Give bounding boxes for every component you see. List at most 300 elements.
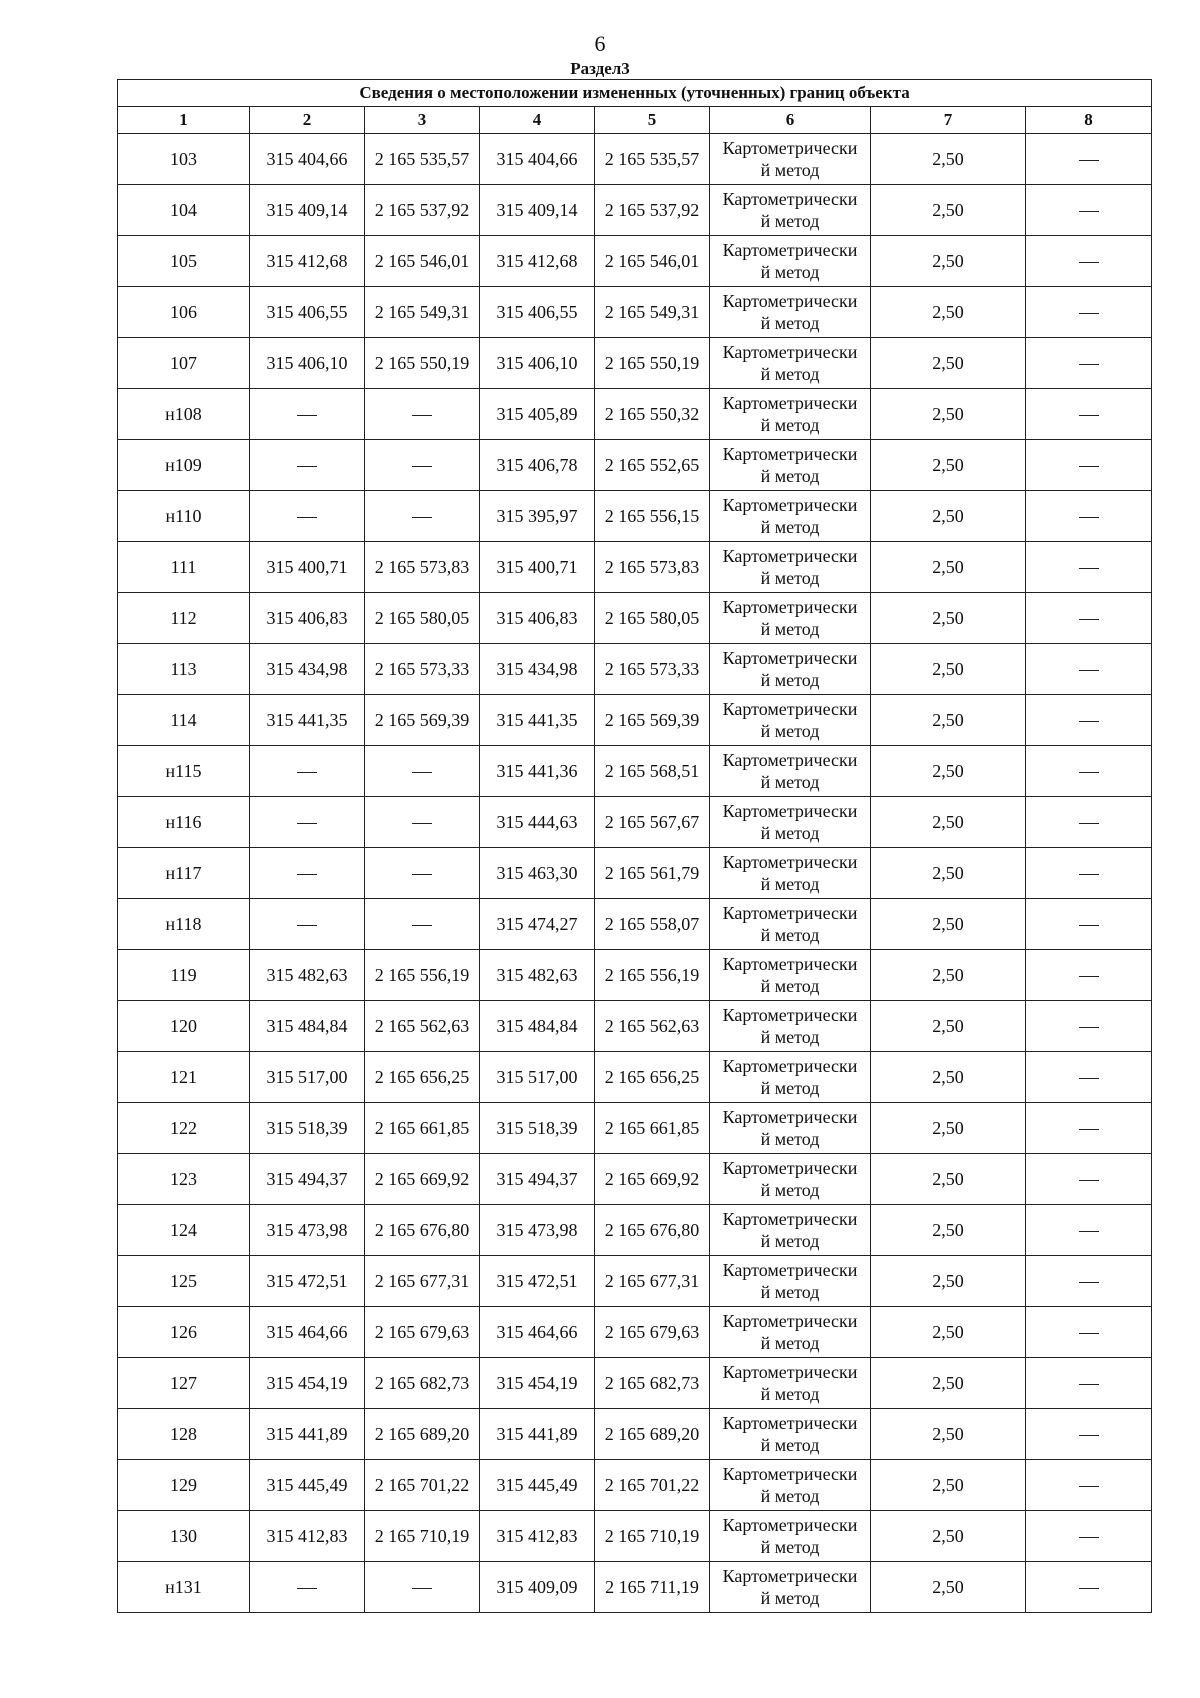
cell-method xyxy=(710,1205,871,1256)
cell-y-old: 2 165 573,33 xyxy=(365,644,480,695)
table-row xyxy=(118,134,1152,185)
cell-y-new: 2 165 562,63 xyxy=(595,1001,710,1052)
cell-precision: 2,50 xyxy=(871,746,1026,797)
cell-method xyxy=(710,287,871,338)
cell-description xyxy=(1026,338,1152,389)
cell-precision: 2,50 xyxy=(871,236,1026,287)
method-line-2: й метод xyxy=(760,517,820,537)
cell-precision: 2,50 xyxy=(871,1358,1026,1409)
cell-y-new: 2 165 556,15 xyxy=(595,491,710,542)
method-line-1: Картометрически xyxy=(722,1260,858,1280)
cell-precision: 2,50 xyxy=(871,1001,1026,1052)
cell-description xyxy=(1026,1001,1152,1052)
method-line-2: й метод xyxy=(760,925,820,945)
cell-y-old: 2 165 546,01 xyxy=(365,236,480,287)
method-line-1: Картометрически xyxy=(722,138,858,158)
method-line-1: Картометрически xyxy=(722,801,858,821)
cell-precision: 2,50 xyxy=(871,1409,1026,1460)
method-line-2: й метод xyxy=(760,1129,820,1149)
cell-method xyxy=(710,644,871,695)
cell-y-old: 2 165 535,57 xyxy=(365,134,480,185)
cell-precision: 2,50 xyxy=(871,491,1026,542)
cell-method xyxy=(710,1103,871,1154)
method-line-1: Картометрически xyxy=(722,1005,858,1025)
cell-precision: 2,50 xyxy=(871,287,1026,338)
method-line-1: Картометрически xyxy=(722,291,858,311)
empty-dash xyxy=(412,925,432,926)
cell-description xyxy=(1026,593,1152,644)
cell-y-old xyxy=(365,848,480,899)
cell-y-old: 2 165 661,85 xyxy=(365,1103,480,1154)
method-line-1: Картометрически xyxy=(722,1209,858,1229)
cell-point: 129 xyxy=(118,1460,250,1511)
column-number: 6 xyxy=(710,107,871,134)
cell-x-new: 315 474,27 xyxy=(480,899,595,950)
method-line-2: й метод xyxy=(760,160,820,180)
cell-x-old xyxy=(250,899,365,950)
cell-x-new: 315 494,37 xyxy=(480,1154,595,1205)
empty-dash xyxy=(412,772,432,773)
cell-point: 104 xyxy=(118,185,250,236)
method-line-1: Картометрически xyxy=(722,903,858,923)
cell-y-new: 2 165 701,22 xyxy=(595,1460,710,1511)
cell-y-new: 2 165 710,19 xyxy=(595,1511,710,1562)
cell-precision: 2,50 xyxy=(871,1052,1026,1103)
method-line-2: й метод xyxy=(760,1384,820,1404)
cell-y-new: 2 165 552,65 xyxy=(595,440,710,491)
cell-precision: 2,50 xyxy=(871,899,1026,950)
empty-dash xyxy=(1079,721,1099,722)
method-line-1: Картометрически xyxy=(722,750,858,770)
cell-method xyxy=(710,1052,871,1103)
method-line-2: й метод xyxy=(760,1333,820,1353)
cell-method xyxy=(710,440,871,491)
empty-dash xyxy=(1079,262,1099,263)
cell-point: н118 xyxy=(118,899,250,950)
empty-dash xyxy=(1079,1537,1099,1538)
cell-method xyxy=(710,542,871,593)
table-row xyxy=(118,236,1152,287)
cell-y-old: 2 165 562,63 xyxy=(365,1001,480,1052)
cell-point: 126 xyxy=(118,1307,250,1358)
cell-point: 127 xyxy=(118,1358,250,1409)
column-number: 8 xyxy=(1026,107,1152,134)
cell-x-old: 315 406,83 xyxy=(250,593,365,644)
cell-x-new: 315 406,83 xyxy=(480,593,595,644)
empty-dash xyxy=(1079,466,1099,467)
cell-description xyxy=(1026,236,1152,287)
cell-y-old: 2 165 679,63 xyxy=(365,1307,480,1358)
cell-point: 105 xyxy=(118,236,250,287)
empty-dash xyxy=(1079,823,1099,824)
cell-y-new: 2 165 567,67 xyxy=(595,797,710,848)
cell-method xyxy=(710,593,871,644)
cell-precision: 2,50 xyxy=(871,797,1026,848)
table-row xyxy=(118,1460,1152,1511)
cell-y-new: 2 165 580,05 xyxy=(595,593,710,644)
cell-precision: 2,50 xyxy=(871,1307,1026,1358)
empty-dash xyxy=(1079,1435,1099,1436)
cell-precision: 2,50 xyxy=(871,644,1026,695)
method-line-1: Картометрически xyxy=(722,1362,858,1382)
method-line-1: Картометрически xyxy=(722,1515,858,1535)
table-body xyxy=(118,134,1152,1613)
cell-y-old: 2 165 710,19 xyxy=(365,1511,480,1562)
cell-description xyxy=(1026,1052,1152,1103)
table-row xyxy=(118,1511,1152,1562)
method-line-2: й метод xyxy=(760,619,820,639)
cell-method xyxy=(710,1562,871,1613)
cell-x-old: 315 473,98 xyxy=(250,1205,365,1256)
cell-description xyxy=(1026,1460,1152,1511)
empty-dash xyxy=(297,415,317,416)
cell-description xyxy=(1026,644,1152,695)
table-row xyxy=(118,746,1152,797)
empty-dash xyxy=(297,925,317,926)
section-title: Раздел3 xyxy=(570,59,630,78)
empty-dash xyxy=(1079,1282,1099,1283)
empty-dash xyxy=(1079,211,1099,212)
table-row xyxy=(118,338,1152,389)
cell-precision: 2,50 xyxy=(871,695,1026,746)
method-line-1: Картометрически xyxy=(722,240,858,260)
cell-method xyxy=(710,746,871,797)
method-line-2: й метод xyxy=(760,211,820,231)
table-row xyxy=(118,1001,1152,1052)
cell-description xyxy=(1026,899,1152,950)
cell-point: 120 xyxy=(118,1001,250,1052)
cell-x-old xyxy=(250,389,365,440)
cell-x-new: 315 412,83 xyxy=(480,1511,595,1562)
cell-x-new: 315 518,39 xyxy=(480,1103,595,1154)
method-line-2: й метод xyxy=(760,1537,820,1557)
cell-precision: 2,50 xyxy=(871,593,1026,644)
cell-method xyxy=(710,1511,871,1562)
table-row xyxy=(118,1358,1152,1409)
cell-y-new: 2 165 568,51 xyxy=(595,746,710,797)
cell-description xyxy=(1026,1154,1152,1205)
cell-x-new: 315 404,66 xyxy=(480,134,595,185)
cell-method xyxy=(710,1154,871,1205)
cell-method xyxy=(710,236,871,287)
cell-x-new: 315 412,68 xyxy=(480,236,595,287)
method-line-2: й метод xyxy=(760,364,820,384)
empty-dash xyxy=(297,517,317,518)
cell-method xyxy=(710,848,871,899)
column-number: 3 xyxy=(365,107,480,134)
empty-dash xyxy=(1079,313,1099,314)
cell-description xyxy=(1026,1409,1152,1460)
empty-dash xyxy=(1079,160,1099,161)
column-number: 4 xyxy=(480,107,595,134)
cell-method xyxy=(710,1307,871,1358)
cell-y-new: 2 165 711,19 xyxy=(595,1562,710,1613)
cell-y-new: 2 165 535,57 xyxy=(595,134,710,185)
cell-point: 121 xyxy=(118,1052,250,1103)
cell-description xyxy=(1026,1511,1152,1562)
cell-point: н117 xyxy=(118,848,250,899)
method-line-1: Картометрически xyxy=(722,954,858,974)
cell-point: 125 xyxy=(118,1256,250,1307)
cell-point: 113 xyxy=(118,644,250,695)
cell-precision: 2,50 xyxy=(871,1562,1026,1613)
cell-x-old: 315 412,68 xyxy=(250,236,365,287)
method-line-2: й метод xyxy=(760,670,820,690)
cell-x-old: 315 406,10 xyxy=(250,338,365,389)
cell-x-old: 315 494,37 xyxy=(250,1154,365,1205)
cell-x-old: 315 434,98 xyxy=(250,644,365,695)
cell-precision: 2,50 xyxy=(871,848,1026,899)
cell-precision: 2,50 xyxy=(871,950,1026,1001)
empty-dash xyxy=(297,466,317,467)
table-row xyxy=(118,1307,1152,1358)
cell-x-new: 315 405,89 xyxy=(480,389,595,440)
cell-description xyxy=(1026,1562,1152,1613)
cell-x-new: 315 473,98 xyxy=(480,1205,595,1256)
empty-dash xyxy=(412,517,432,518)
method-line-1: Картометрически xyxy=(722,1056,858,1076)
cell-description xyxy=(1026,746,1152,797)
method-line-1: Картометрически xyxy=(722,546,858,566)
empty-dash xyxy=(1079,1486,1099,1487)
cell-y-old xyxy=(365,1562,480,1613)
cell-y-new: 2 165 558,07 xyxy=(595,899,710,950)
cell-x-old: 315 445,49 xyxy=(250,1460,365,1511)
empty-dash xyxy=(1079,772,1099,773)
method-line-1: Картометрически xyxy=(722,1413,858,1433)
method-line-2: й метод xyxy=(760,313,820,333)
cell-x-old xyxy=(250,848,365,899)
table-row xyxy=(118,389,1152,440)
cell-x-old: 315 441,89 xyxy=(250,1409,365,1460)
method-line-1: Картометрически xyxy=(722,1107,858,1127)
table-row xyxy=(118,848,1152,899)
empty-dash xyxy=(412,466,432,467)
cell-x-new: 315 406,10 xyxy=(480,338,595,389)
cell-precision: 2,50 xyxy=(871,389,1026,440)
cell-precision: 2,50 xyxy=(871,1511,1026,1562)
cell-point: н108 xyxy=(118,389,250,440)
cell-point: н110 xyxy=(118,491,250,542)
cell-point: 111 xyxy=(118,542,250,593)
cell-point: н109 xyxy=(118,440,250,491)
cell-x-old: 315 454,19 xyxy=(250,1358,365,1409)
cell-y-old xyxy=(365,746,480,797)
cell-y-new: 2 165 677,31 xyxy=(595,1256,710,1307)
cell-description xyxy=(1026,287,1152,338)
cell-y-new: 2 165 546,01 xyxy=(595,236,710,287)
cell-precision: 2,50 xyxy=(871,542,1026,593)
empty-dash xyxy=(1079,1231,1099,1232)
empty-dash xyxy=(1079,1027,1099,1028)
empty-dash xyxy=(1079,1129,1099,1130)
cell-y-old xyxy=(365,440,480,491)
method-line-1: Картометрически xyxy=(722,1464,858,1484)
cell-x-old xyxy=(250,797,365,848)
cell-y-old: 2 165 556,19 xyxy=(365,950,480,1001)
table-row xyxy=(118,1052,1152,1103)
cell-y-old: 2 165 677,31 xyxy=(365,1256,480,1307)
cell-precision: 2,50 xyxy=(871,1460,1026,1511)
cell-x-new: 315 441,89 xyxy=(480,1409,595,1460)
cell-y-new: 2 165 682,73 xyxy=(595,1358,710,1409)
method-line-2: й метод xyxy=(760,1078,820,1098)
cell-x-new: 315 454,19 xyxy=(480,1358,595,1409)
cell-y-new: 2 165 679,63 xyxy=(595,1307,710,1358)
method-line-1: Картометрически xyxy=(722,648,858,668)
empty-dash xyxy=(1079,670,1099,671)
cell-description xyxy=(1026,1307,1152,1358)
table-caption: Сведения о местоположении измененных (уточненных) границ объекта xyxy=(118,80,1152,107)
cell-point: 124 xyxy=(118,1205,250,1256)
method-line-2: й метод xyxy=(760,262,820,282)
table-row xyxy=(118,899,1152,950)
empty-dash xyxy=(1079,976,1099,977)
cell-x-old: 315 517,00 xyxy=(250,1052,365,1103)
cell-description xyxy=(1026,491,1152,542)
empty-dash xyxy=(1079,1078,1099,1079)
cell-y-new: 2 165 549,31 xyxy=(595,287,710,338)
method-line-2: й метод xyxy=(760,823,820,843)
table-row xyxy=(118,1103,1152,1154)
cell-method xyxy=(710,1358,871,1409)
cell-method xyxy=(710,797,871,848)
cell-x-old: 315 404,66 xyxy=(250,134,365,185)
cell-description xyxy=(1026,134,1152,185)
column-number: 2 xyxy=(250,107,365,134)
cell-x-new: 315 463,30 xyxy=(480,848,595,899)
empty-dash xyxy=(297,874,317,875)
column-number: 5 xyxy=(595,107,710,134)
cell-y-old xyxy=(365,797,480,848)
method-line-1: Картометрически xyxy=(722,189,858,209)
method-line-2: й метод xyxy=(760,1588,820,1608)
empty-dash xyxy=(1079,619,1099,620)
cell-description xyxy=(1026,695,1152,746)
cell-y-old xyxy=(365,389,480,440)
cell-y-new: 2 165 661,85 xyxy=(595,1103,710,1154)
table-row xyxy=(118,644,1152,695)
cell-description xyxy=(1026,389,1152,440)
cell-description xyxy=(1026,1256,1152,1307)
method-line-2: й метод xyxy=(760,1282,820,1302)
cell-x-new: 315 482,63 xyxy=(480,950,595,1001)
cell-x-new: 315 434,98 xyxy=(480,644,595,695)
method-line-2: й метод xyxy=(760,874,820,894)
method-line-2: й метод xyxy=(760,1486,820,1506)
cell-point: 106 xyxy=(118,287,250,338)
cell-description xyxy=(1026,1103,1152,1154)
cell-x-old xyxy=(250,1562,365,1613)
cell-x-new: 315 464,66 xyxy=(480,1307,595,1358)
cell-x-old: 315 400,71 xyxy=(250,542,365,593)
cell-description xyxy=(1026,1205,1152,1256)
cell-y-old: 2 165 573,83 xyxy=(365,542,480,593)
cell-y-new: 2 165 569,39 xyxy=(595,695,710,746)
page-number: 6 xyxy=(594,31,606,56)
cell-point: 123 xyxy=(118,1154,250,1205)
cell-description xyxy=(1026,185,1152,236)
cell-y-new: 2 165 556,19 xyxy=(595,950,710,1001)
cell-method xyxy=(710,1460,871,1511)
cell-y-new: 2 165 550,32 xyxy=(595,389,710,440)
cell-y-new: 2 165 676,80 xyxy=(595,1205,710,1256)
cell-x-old: 315 482,63 xyxy=(250,950,365,1001)
cell-y-new: 2 165 656,25 xyxy=(595,1052,710,1103)
cell-x-old: 315 518,39 xyxy=(250,1103,365,1154)
cell-point: н115 xyxy=(118,746,250,797)
table-row xyxy=(118,491,1152,542)
cell-point: 114 xyxy=(118,695,250,746)
column-number: 7 xyxy=(871,107,1026,134)
cell-method xyxy=(710,389,871,440)
cell-y-new: 2 165 537,92 xyxy=(595,185,710,236)
cell-y-old: 2 165 689,20 xyxy=(365,1409,480,1460)
empty-dash xyxy=(1079,1384,1099,1385)
cell-x-new: 315 444,63 xyxy=(480,797,595,848)
method-line-1: Картометрически xyxy=(722,342,858,362)
method-line-2: й метод xyxy=(760,415,820,435)
cell-precision: 2,50 xyxy=(871,338,1026,389)
table-row xyxy=(118,185,1152,236)
cell-method xyxy=(710,185,871,236)
table-row xyxy=(118,1409,1152,1460)
cell-description xyxy=(1026,542,1152,593)
cell-x-new: 315 409,14 xyxy=(480,185,595,236)
cell-point: 122 xyxy=(118,1103,250,1154)
cell-x-new: 315 406,55 xyxy=(480,287,595,338)
method-line-1: Картометрически xyxy=(722,1566,858,1586)
cell-y-new: 2 165 689,20 xyxy=(595,1409,710,1460)
column-number: 1 xyxy=(118,107,250,134)
empty-dash xyxy=(1079,874,1099,875)
method-line-2: й метод xyxy=(760,1435,820,1455)
table-row xyxy=(118,950,1152,1001)
cell-x-old: 315 464,66 xyxy=(250,1307,365,1358)
cell-precision: 2,50 xyxy=(871,1256,1026,1307)
empty-dash xyxy=(1079,1588,1099,1589)
cell-method xyxy=(710,1409,871,1460)
boundary-coordinates-table xyxy=(117,79,1152,1613)
cell-x-new: 315 441,36 xyxy=(480,746,595,797)
cell-method xyxy=(710,695,871,746)
cell-x-old: 315 472,51 xyxy=(250,1256,365,1307)
method-line-1: Картометрически xyxy=(722,1311,858,1331)
cell-point: 112 xyxy=(118,593,250,644)
cell-description xyxy=(1026,848,1152,899)
cell-x-new: 315 406,78 xyxy=(480,440,595,491)
cell-point: 128 xyxy=(118,1409,250,1460)
method-line-1: Картометрически xyxy=(722,597,858,617)
cell-y-old: 2 165 669,92 xyxy=(365,1154,480,1205)
cell-x-new: 315 472,51 xyxy=(480,1256,595,1307)
cell-x-new: 315 484,84 xyxy=(480,1001,595,1052)
empty-dash xyxy=(297,1588,317,1589)
cell-x-new: 315 441,35 xyxy=(480,695,595,746)
cell-precision: 2,50 xyxy=(871,1103,1026,1154)
method-line-2: й метод xyxy=(760,976,820,996)
method-line-1: Картометрически xyxy=(722,495,858,515)
cell-description xyxy=(1026,797,1152,848)
empty-dash xyxy=(1079,364,1099,365)
empty-dash xyxy=(1079,568,1099,569)
method-line-1: Картометрически xyxy=(722,393,858,413)
empty-dash xyxy=(297,772,317,773)
cell-x-new: 315 517,00 xyxy=(480,1052,595,1103)
cell-x-old: 315 406,55 xyxy=(250,287,365,338)
cell-y-old: 2 165 580,05 xyxy=(365,593,480,644)
cell-precision: 2,50 xyxy=(871,1205,1026,1256)
